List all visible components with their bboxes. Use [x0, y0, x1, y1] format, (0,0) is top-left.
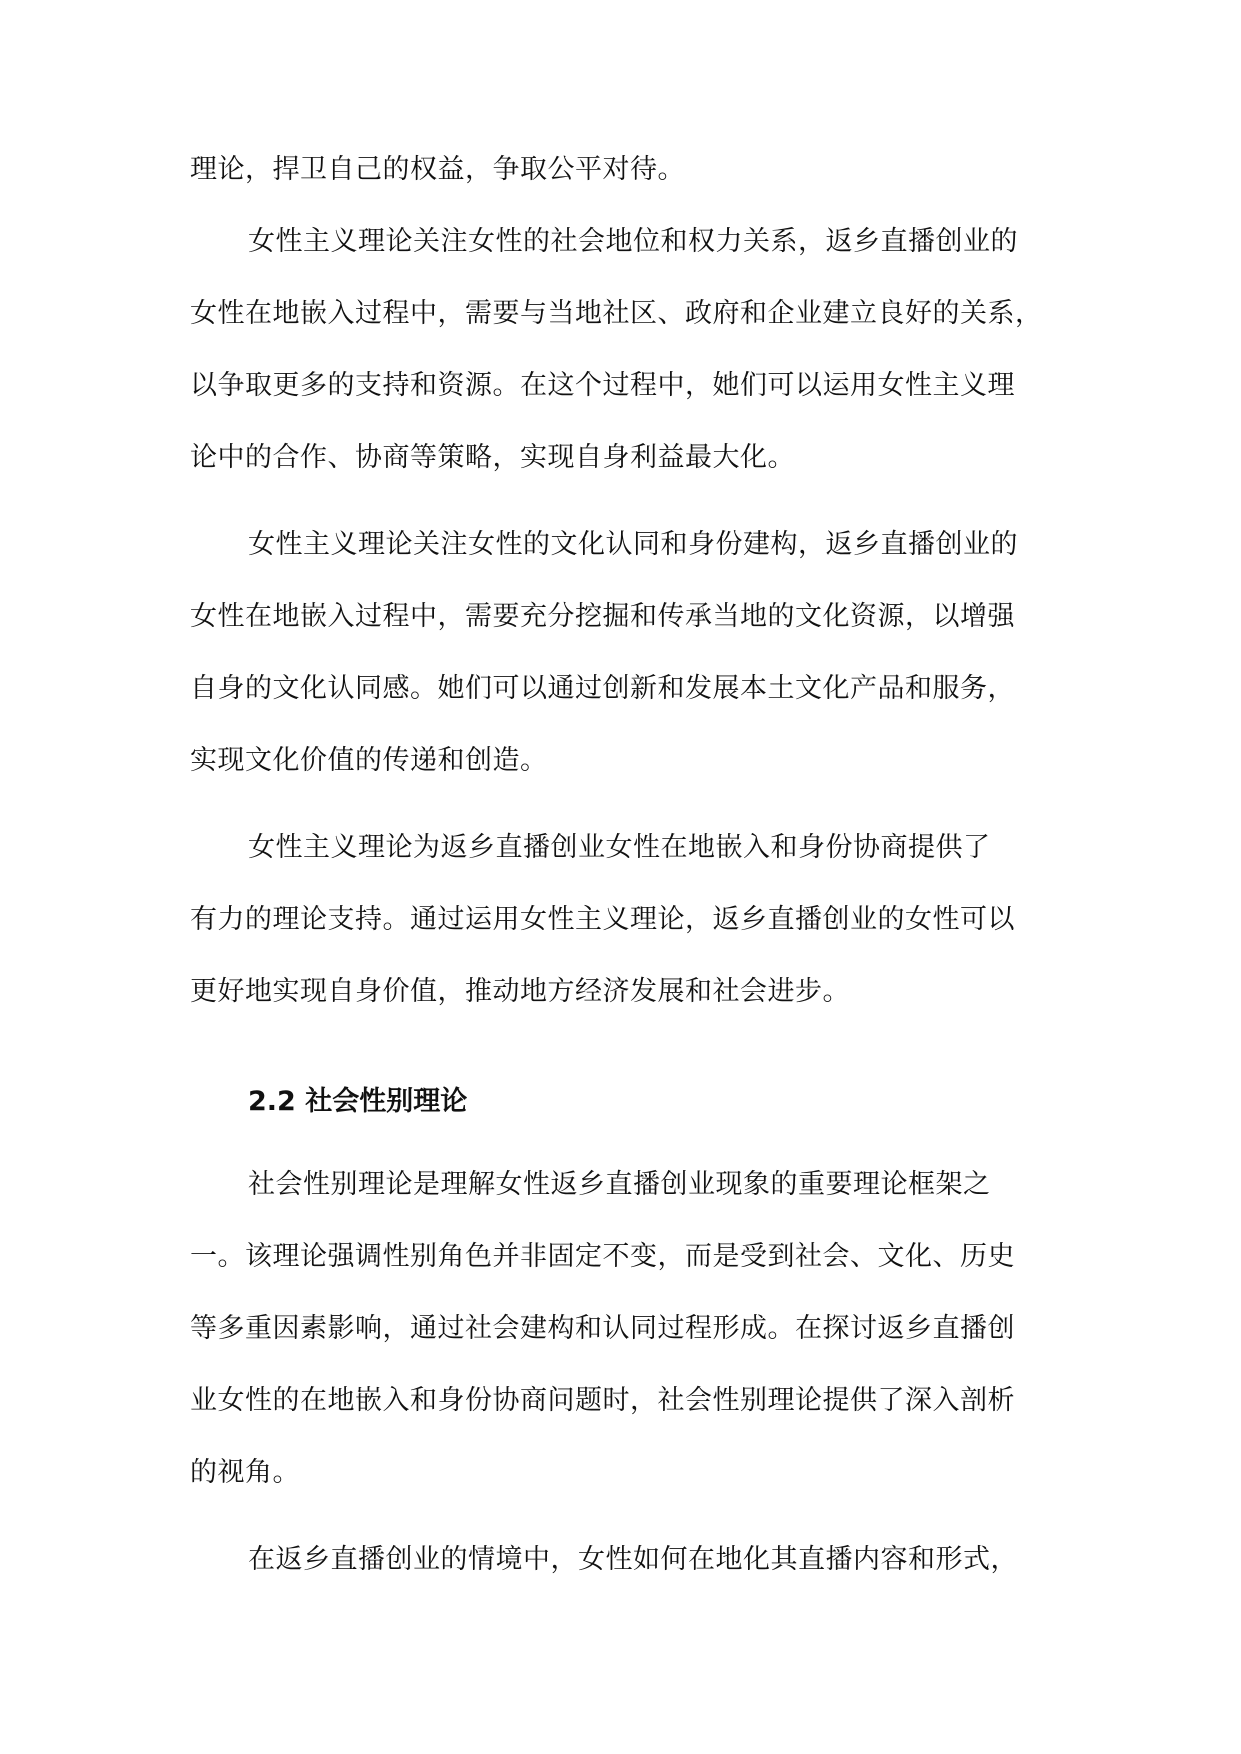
paragraph-3-line-1: 女性主义理论关注女性的文化认同和身份建构，返乡直播创业的 — [248, 529, 1018, 560]
paragraph-4-line-2: 有力的理论支持。通过运用女性主义理论，返乡直播创业的女性可以 — [190, 904, 1015, 935]
paragraph-6-line-1: 在返乡直播创业的情境中，女性如何在地化其直播内容和形式， — [248, 1544, 1018, 1575]
paragraph-4-line-1: 女性主义理论为返乡直播创业女性在地嵌入和身份协商提供了 — [248, 832, 991, 863]
paragraph-5-line-1: 社会性别理论是理解女性返乡直播创业现象的重要理论框架之 — [248, 1169, 991, 1200]
paragraph-4-line-3: 更好地实现自身价值，推动地方经济发展和社会进步。 — [190, 976, 850, 1007]
paragraph-2-line-3: 以争取更多的支持和资源。在这个过程中，她们可以运用女性主义理 — [190, 370, 1015, 401]
paragraph-2-line-1: 女性主义理论关注女性的社会地位和权力关系，返乡直播创业的 — [248, 226, 1018, 257]
paragraph-3-line-3: 自身的文化认同感。她们可以通过创新和发展本土文化产品和服务， — [190, 673, 1015, 704]
paragraph-2-line-2: 女性在地嵌入过程中，需要与当地社区、政府和企业建立良好的关系， — [190, 298, 1043, 329]
paragraph-5-line-5: 的视角。 — [190, 1457, 300, 1488]
paragraph-5-line-4: 业女性的在地嵌入和身份协商问题时，社会性别理论提供了深入剖析 — [190, 1385, 1015, 1416]
section-heading: 2.2 社会性别理论 — [248, 1086, 468, 1117]
paragraph-5-line-3: 等多重因素影响，通过社会建构和认同过程形成。在探讨返乡直播创 — [190, 1313, 1015, 1344]
paragraph-1-line-1: 理论，捍卫自己的权益，争取公平对待。 — [190, 154, 685, 185]
paragraph-3-line-2: 女性在地嵌入过程中，需要充分挖掘和传承当地的文化资源，以增强 — [190, 601, 1015, 632]
paragraph-2-line-4: 论中的合作、协商等策略，实现自身利益最大化。 — [190, 442, 795, 473]
paragraph-5-line-2: 一。该理论强调性别角色并非固定不变，而是受到社会、文化、历史 — [190, 1241, 1015, 1272]
paragraph-3-line-4: 实现文化价值的传递和创造。 — [190, 745, 548, 776]
